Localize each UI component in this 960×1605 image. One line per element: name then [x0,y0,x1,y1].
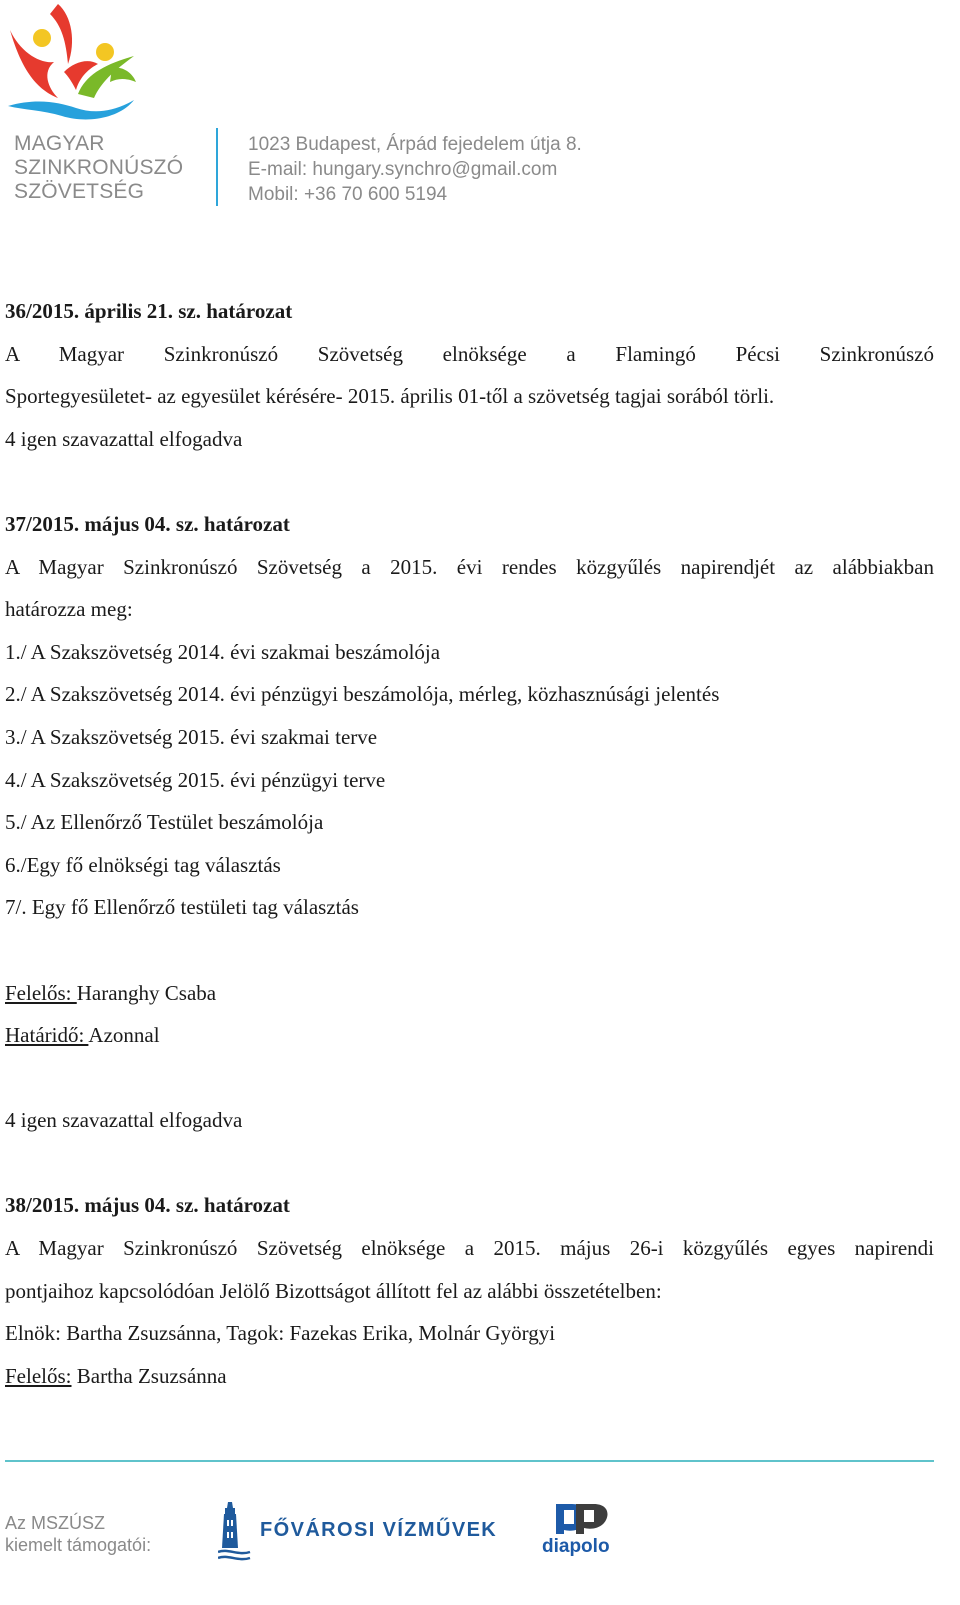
resolution-text: A Magyar Szinkronúszó Szövetség a 2015. évi rendes közgyűlés napirendjét az alábbiakban [5,554,934,579]
responsible-person: Haranghy Csaba [76,980,217,1005]
resolution-heading: 36/2015. április 21. sz. határozat [5,299,293,323]
agenda-item: 5./ Az Ellenőrző Testület beszámolója [5,810,324,835]
org-name-line: SZÖVETSÉG [14,180,145,203]
responsible-person: Bartha Zsuzsánna [71,1363,227,1388]
contact-email: E-mail: hungary.synchro@gmail.com [248,159,558,180]
vote-result: 4 igen szavazattal elfogadva [5,1108,243,1133]
header-divider [216,128,218,206]
org-name-line: MAGYAR [14,132,105,155]
responsible-label: Felelős: [5,1363,72,1388]
organization-name [14,132,183,204]
resolution-text: A Magyar Szinkronúszó Szövetség elnöksége a Flamingó Pécsi Szinkronúszó [5,341,934,366]
agenda-item: 3./ A Szakszövetség 2015. évi szakmai terve [5,724,378,749]
contact-phone: Mobil: +36 70 600 5194 [248,184,448,205]
contact-block [248,132,582,207]
agenda-item: 4./ A Szakszövetség 2015. évi pénzügyi terve [5,767,386,792]
resolution-text: Elnök: Bartha Zsuzsánna, Tagok: Fazekas Erika, Molnár Györgyi [5,1321,556,1346]
vote-result: 4 igen szavazattal elfogadva [5,426,243,451]
resolution-text: határozza meg: [5,597,133,622]
sponsor-label [5,1512,151,1556]
responsible-label: Felelős: [5,980,77,1005]
agenda-item: 6./Egy fő elnökségi tag választás [5,852,281,877]
sponsor-label-line: Az MSZÚSZ [5,1513,106,1533]
resolution-text: Sportegyesületet- az egyesület kérésére- 2015. április 01-től a szövetség tagjai sorából törli. [5,384,775,409]
deadline-value: Azonnal [88,1023,160,1048]
synchro-swimmers-logo-icon [2,2,142,124]
responsible-line [5,1355,934,1398]
agenda-item: 1./ A Szakszövetség 2014. évi szakmai beszámolója [5,639,441,664]
deadline-line [5,1014,934,1057]
resolution-heading: 38/2015. május 04. sz. határozat [5,1193,290,1218]
agenda-item: 7/. Egy fő Ellenőrző testületi tag választás [5,895,359,920]
contact-address: 1023 Budapest, Árpád fejedelem útja 8. [248,134,582,155]
agenda-item: 2./ A Szakszövetség 2014. évi pénzügyi beszámolója, mérleg, közhasznúsági jelentés [5,682,720,707]
sponsor-vizmuvek: FŐVÁROSI VÍZMŰVEK [260,1519,498,1541]
resolution-text: A Magyar Szinkronúszó Szövetség elnöksége a 2015. május 26-i közgyűlés egyes napirendi [5,1236,934,1261]
deadline-label: Határidő: [5,1023,89,1048]
resolution-text: pontjaihoz kapcsolódóan Jelölő Bizottságot állított fel az alábbi összetételben: [5,1278,662,1303]
sponsor-label-line: kiemelt támogatói: [5,1535,152,1555]
responsible-line [5,972,934,1015]
sponsor-diapolo: diapolo [542,1536,610,1557]
resolution-heading: 37/2015. május 04. sz. határozat [5,511,290,536]
footer-rule [5,1460,934,1462]
document-body [5,290,934,1397]
org-name-line: SZINKRONÚSZÓ [14,156,184,179]
